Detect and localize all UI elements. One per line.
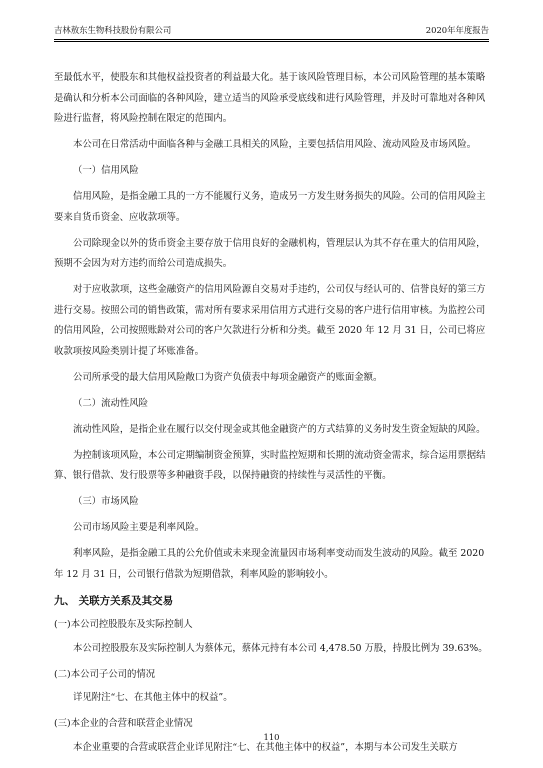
page-header bbox=[54, 24, 489, 40]
subheading-subsidiaries: (二)本公司子公司的情况 bbox=[54, 668, 156, 680]
document-body bbox=[54, 68, 490, 758]
paragraph-subsidiaries: 详见附注“七、在其他主体中的权益”。 bbox=[73, 692, 233, 703]
heading-liquidity-risk: （二）流动性风险 bbox=[73, 397, 149, 409]
paragraph-risk-types: 本公司在日常活动中面临各种与金融工具相关的风险，主要包括信用风险、流动风险及市场风险。 bbox=[73, 139, 477, 150]
paragraph-cash-deposits: 公司除现金以外的货币资金主要存放于信用良好的金融机构，管理层认为其不存在重大的信用风险，预期不会因为对方违约而给公司造成损失。 bbox=[54, 237, 486, 269]
paragraph-risk-strategy: 至最低水平，使股东和其他权益投资者的利益最大化。基于该风险管理目标，本公司风险管理的基本策略是确认和分析本公司面临的各种风险，建立适当的风险承受底线和进行风险管理，并及时可靠地对各种风险进行监督，将风险控制在限定的范围内。 bbox=[54, 72, 486, 124]
paragraph-liquidity-control: 为控制该项风险，本公司定期编制资金预算，实时监控短期和长期的流动资金需求，综合运用票据结算、银行借款、发行股票等多种融资手段，以保持融资的持续性与灵活性的平衡。 bbox=[54, 449, 486, 481]
paragraph-max-exposure: 公司所承受的最大信用风险敞口为资产负债表中每项金融资产的账面金额。 bbox=[73, 371, 383, 383]
page-number: 110 bbox=[263, 732, 280, 742]
header-company: 吉林敖东生物科技股份有限公司 bbox=[54, 25, 172, 35]
heading-market-risk: （三）市场风险 bbox=[73, 496, 139, 507]
paragraph-receivables: 对于应收款项，这些金融资产的信用风险源自交易对手违约，公司仅与经认可的、信誉良好的第三方进行交易。按照公司的销售政策，需对所有要求采用信用方式进行交易的客户进行信用审核。为监控公司的信用风险，公司按照账龄对公司的客户欠款进行分析和分类。截至 2020 年 12 月 31 日，公司已将应收款项按风险类别计提了坏账准备。 bbox=[54, 284, 486, 357]
subheading-controlling-shareholder: (一)本公司控股股东及实际控制人 bbox=[54, 619, 193, 630]
section-heading-related-parties: 九、 关联方关系及其交易 bbox=[54, 594, 174, 607]
subheading-joint-ventures: (三)本企业的合营和联营企业情况 bbox=[54, 718, 193, 729]
paragraph-interest-rate-risk: 利率风险，是指金融工具的公允价值或未来现金流量因市场利率变动而发生波动的风险。截至 2020 年 12 月 31 日，公司银行借款为短期借款，利率风险的影响较小。 bbox=[54, 548, 485, 580]
paragraph-controlling-shareholder: 本公司控股股东及实际控制人为蔡体元，蔡体元持有本公司 4,478.50 万股，持股比例为 39.63%。 bbox=[73, 642, 488, 654]
paragraph-market-risk: 公司市场风险主要是利率风险。 bbox=[73, 522, 205, 533]
paragraph-joint-ventures: 本企业重要的合营或联营企业详见附注“七、在其他主体中的权益”，本期与本公司发生关联方 bbox=[73, 741, 458, 753]
heading-credit-risk: （一）信用风险 bbox=[73, 165, 139, 176]
paragraph-credit-risk-def: 信用风险，是指金融工具的一方不能履行义务，造成另一方发生财务损失的风险。公司的信用风险主要来自货币资金、应收款项等。 bbox=[54, 191, 486, 223]
header-report-title: 2020年年度报告 bbox=[425, 25, 489, 35]
paragraph-liquidity-def: 流动性风险，是指企业在履行以交付现金或其他金融资产的方式结算的义务时发生资金短缺的风险。 bbox=[73, 423, 486, 435]
